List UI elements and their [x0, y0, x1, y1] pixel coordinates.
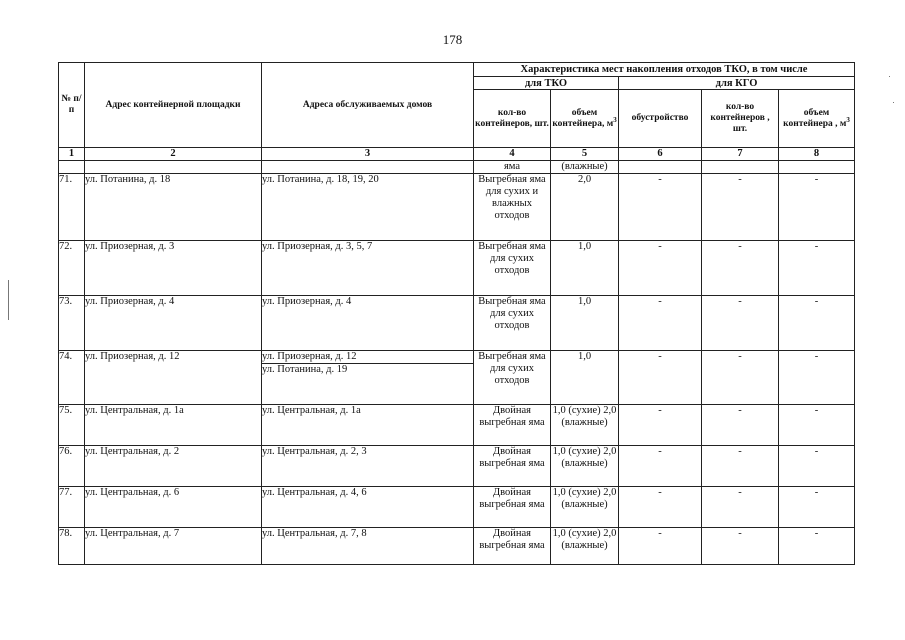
continuation-row — [59, 161, 855, 174]
cell-type: Двойная выгребная яма — [474, 528, 551, 565]
cell-type: яма — [474, 161, 551, 174]
cell-kgo-volume: - — [779, 351, 855, 405]
col-num: 8 — [779, 148, 855, 161]
cell-num: 75. — [59, 405, 85, 446]
header-tko-count: кол-во контейнеров, шт. — [474, 90, 551, 148]
table-row — [59, 405, 855, 446]
header-characteristic: Характеристика мест накопления отходов ТКО, в том числе — [474, 63, 855, 77]
header-served-houses: Адреса обслуживаемых домов — [262, 63, 474, 148]
col-num: 2 — [85, 148, 262, 161]
table-row — [59, 528, 855, 565]
cell-type: Двойная выгребная яма — [474, 405, 551, 446]
header-kgo-setup: обустройство — [619, 90, 702, 148]
cell-houses: ул. Центральная, д. 7, 8 — [262, 528, 474, 565]
cell-volume: (влажные) — [551, 161, 619, 174]
cell-kgo-volume: - — [779, 528, 855, 565]
cell-volume: 1,0 (сухие) 2,0 (влажные) — [551, 528, 619, 565]
cell-kgo-count: - — [702, 351, 779, 405]
cell-num: 74. — [59, 351, 85, 405]
header-kgo-volume: объем контейнера , $м^3$ — [779, 90, 855, 148]
cell-site: ул. Центральная, д. 6 — [85, 487, 262, 528]
cell-houses: ул. Центральная, д. 4, 6 — [262, 487, 474, 528]
header-site-address: Адрес контейнерной площадки — [85, 63, 262, 148]
cell-setup: - — [619, 528, 702, 565]
col-num: 4 — [474, 148, 551, 161]
cell-site: ул. Приозерная, д. 3 — [85, 241, 262, 296]
header-kgo: для КГО — [619, 77, 855, 90]
cell-site: ул. Центральная, д. 2 — [85, 446, 262, 487]
table-row — [59, 351, 855, 364]
header-num: № п/п — [59, 63, 85, 148]
cell-site: ул. Приозерная, д. 12 — [85, 351, 262, 405]
cell-site: ул. Приозерная, д. 4 — [85, 296, 262, 351]
table-row — [59, 446, 855, 487]
col-num: 6 — [619, 148, 702, 161]
cell-volume: 2,0 — [551, 174, 619, 241]
cell-type: Двойная выгребная яма — [474, 446, 551, 487]
cell-volume: 1,0 — [551, 351, 619, 405]
cell-volume: 1,0 — [551, 296, 619, 351]
cell-kgo-volume: - — [779, 174, 855, 241]
scan-artifact — [889, 76, 890, 77]
cell-kgo-count: - — [702, 296, 779, 351]
cell-kgo-count: - — [702, 405, 779, 446]
waste-sites-table — [58, 62, 855, 565]
cell-houses: ул. Центральная, д. 2, 3 — [262, 446, 474, 487]
cell-houses: ул. Приозерная, д. 4 — [262, 296, 474, 351]
cell-setup: - — [619, 405, 702, 446]
cell-type: Выгребная яма для сухих отходов — [474, 351, 551, 405]
cell-volume: 1,0 (сухие) 2,0 (влажные) — [551, 487, 619, 528]
col-num: 5 — [551, 148, 619, 161]
cell-setup: - — [619, 174, 702, 241]
cell-num: 76. — [59, 446, 85, 487]
cell-kgo-count: - — [702, 174, 779, 241]
cell-volume: 1,0 (сухие) 2,0 (влажные) — [551, 446, 619, 487]
table-row — [59, 487, 855, 528]
cell-volume: 1,0 (сухие) 2,0 (влажные) — [551, 405, 619, 446]
cell-kgo-count: - — [702, 528, 779, 565]
cell-num: 78. — [59, 528, 85, 565]
page-number: 178 — [442, 32, 463, 47]
scan-artifact — [893, 102, 894, 103]
cell-type: Двойная выгребная яма — [474, 487, 551, 528]
cell-houses: ул. Приозерная, д. 12 — [262, 351, 474, 364]
cell-kgo-count: - — [702, 241, 779, 296]
header-tko: для ТКО — [474, 77, 619, 90]
cell-type: Выгребная яма для сухих отходов — [474, 241, 551, 296]
table-row — [59, 174, 855, 241]
cell-setup: - — [619, 296, 702, 351]
table-row — [59, 296, 855, 351]
cell-setup: - — [619, 241, 702, 296]
column-numbers-row — [59, 148, 855, 161]
col-num: 7 — [702, 148, 779, 161]
scan-artifact — [8, 280, 9, 320]
cell-houses: ул. Центральная, д. 1а — [262, 405, 474, 446]
cell-type: Выгребная яма для сухих и влажных отходов — [474, 174, 551, 241]
cell-num: 77. — [59, 487, 85, 528]
cell-site: ул. Центральная, д. 7 — [85, 528, 262, 565]
cell-setup: - — [619, 487, 702, 528]
table-row — [59, 241, 855, 296]
cell-setup: - — [619, 446, 702, 487]
col-num: 1 — [59, 148, 85, 161]
cell-houses: ул. Приозерная, д. 3, 5, 7 — [262, 241, 474, 296]
cell-kgo-count: - — [702, 487, 779, 528]
cell-num: 71. — [59, 174, 85, 241]
cell-houses: ул. Потанина, д. 19 — [262, 364, 474, 405]
header-kgo-count: кол-во контейнеров , шт. — [702, 90, 779, 148]
cell-kgo-volume: - — [779, 487, 855, 528]
cell-setup: - — [619, 351, 702, 405]
cell-kgo-volume: - — [779, 241, 855, 296]
cell-kgo-volume: - — [779, 446, 855, 487]
cell-kgo-volume: - — [779, 405, 855, 446]
cell-kgo-volume: - — [779, 296, 855, 351]
cell-houses: ул. Потанина, д. 18, 19, 20 — [262, 174, 474, 241]
cell-type: Выгребная яма для сухих отходов — [474, 296, 551, 351]
cell-num: 72. — [59, 241, 85, 296]
cell-kgo-count: - — [702, 446, 779, 487]
header-tko-volume: объем контейнера, $м^3$ — [551, 90, 619, 148]
cell-volume: 1,0 — [551, 241, 619, 296]
col-num: 3 — [262, 148, 474, 161]
cell-site: ул. Центральная, д. 1а — [85, 405, 262, 446]
cell-site: ул. Потанина, д. 18 — [85, 174, 262, 241]
cell-num: 73. — [59, 296, 85, 351]
